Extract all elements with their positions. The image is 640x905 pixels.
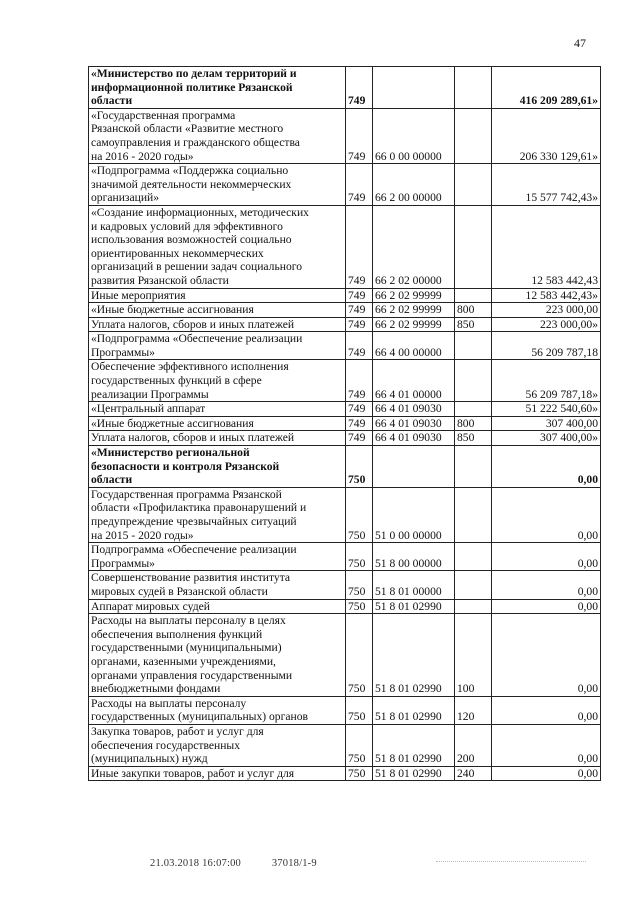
document-footer [150, 858, 317, 869]
row-vr-cell [455, 67, 492, 109]
row-sum-cell: 0,00 [492, 543, 601, 571]
table-row [89, 614, 601, 697]
row-name-cell: «Министерство региональной безопасности и контроля Рязанской области [89, 446, 346, 488]
row-ved-cell: 749 [346, 303, 373, 318]
row-name-cell: Уплата налогов, сборов и иных платежей [89, 431, 346, 446]
row-ved-cell: 749 [346, 416, 373, 431]
row-sum-cell: 0,00 [492, 724, 601, 766]
row-ved-cell: 750 [346, 543, 373, 571]
row-name-cell: Государственная программа Рязанской области «Профилактика правонарушений и предупреждение чрезвычайных ситуаций на 2015 - 2020 годы» [89, 487, 346, 542]
table-row [89, 360, 601, 402]
row-csr-cell: 66 2 02 99999 [373, 288, 455, 303]
row-vr-cell [455, 164, 492, 206]
row-name-cell: «Министерство по делам территорий и информационной политике Рязанской области [89, 67, 346, 109]
row-name-cell: Обеспечение эффективного исполнения государственных функций в сфере реализации Программы [89, 360, 346, 402]
row-csr-cell: 66 2 00 00000 [373, 164, 455, 206]
row-ved-cell: 749 [346, 431, 373, 446]
row-csr-cell: 51 8 00 00000 [373, 543, 455, 571]
row-sum-cell: 56 209 787,18 [492, 332, 601, 360]
row-sum-cell: 0,00 [492, 614, 601, 697]
row-csr-cell: 66 4 01 00000 [373, 360, 455, 402]
row-vr-cell [455, 108, 492, 163]
scan-artifact [436, 861, 586, 864]
row-name-cell: Иные мероприятия [89, 288, 346, 303]
row-sum-cell: 223 000,00» [492, 317, 601, 332]
row-name-cell: «Центральный аппарат [89, 402, 346, 417]
row-ved-cell: 750 [346, 724, 373, 766]
table-row [89, 332, 601, 360]
row-sum-cell: 223 000,00 [492, 303, 601, 318]
row-sum-cell: 0,00 [492, 487, 601, 542]
table-row [89, 164, 601, 206]
table-row [89, 696, 601, 724]
row-ved-cell: 750 [346, 614, 373, 697]
row-vr-cell: 850 [455, 317, 492, 332]
row-csr-cell: 51 8 01 02990 [373, 724, 455, 766]
row-ved-cell: 749 [346, 402, 373, 417]
row-ved-cell: 749 [346, 164, 373, 206]
table-row [89, 205, 601, 288]
row-name-cell: «Иные бюджетные ассигнования [89, 303, 346, 318]
row-ved-cell: 750 [346, 696, 373, 724]
row-sum-cell: 56 209 787,18» [492, 360, 601, 402]
row-csr-cell: 66 2 02 99999 [373, 317, 455, 332]
row-sum-cell: 0,00 [492, 599, 601, 614]
row-csr-cell: 66 2 02 00000 [373, 205, 455, 288]
row-vr-cell: 200 [455, 724, 492, 766]
row-csr-cell: 66 4 01 09030 [373, 402, 455, 417]
row-vr-cell [455, 599, 492, 614]
row-csr-cell: 51 0 00 00000 [373, 487, 455, 542]
row-csr-cell: 66 4 01 09030 [373, 431, 455, 446]
row-name-cell: «Подпрограмма «Обеспечение реализации Программы» [89, 332, 346, 360]
row-vr-cell: 120 [455, 696, 492, 724]
row-name-cell: «Подпрограмма «Поддержка социально значимой деятельности некоммерческих организаций» [89, 164, 346, 206]
row-name-cell: Иные закупки товаров, работ и услуг для [89, 766, 346, 781]
row-name-cell: «Создание информационных, методических и кадровых условий для эффективного использования возможностей социально ориентированных некоммерческих организаций в решении задач социального развития Рязанской области [89, 205, 346, 288]
row-vr-cell [455, 332, 492, 360]
row-vr-cell [455, 571, 492, 599]
row-sum-cell: 307 400,00 [492, 416, 601, 431]
row-vr-cell [455, 360, 492, 402]
row-csr-cell: 66 4 01 09030 [373, 416, 455, 431]
row-name-cell: Расходы на выплаты персоналу государственных (муниципальных) органов [89, 696, 346, 724]
row-csr-cell [373, 67, 455, 109]
row-vr-cell [455, 543, 492, 571]
table-row [89, 766, 601, 781]
row-sum-cell: 0,00 [492, 446, 601, 488]
table-row [89, 543, 601, 571]
row-vr-cell: 240 [455, 766, 492, 781]
row-csr-cell: 66 4 00 00000 [373, 332, 455, 360]
row-csr-cell [373, 446, 455, 488]
row-sum-cell: 0,00 [492, 766, 601, 781]
row-csr-cell: 51 8 01 02990 [373, 614, 455, 697]
row-vr-cell [455, 487, 492, 542]
row-ved-cell: 750 [346, 487, 373, 542]
row-vr-cell: 800 [455, 303, 492, 318]
table-row [89, 303, 601, 318]
table-row [89, 724, 601, 766]
row-ved-cell: 750 [346, 599, 373, 614]
row-csr-cell: 51 8 01 02990 [373, 696, 455, 724]
row-ved-cell: 749 [346, 332, 373, 360]
row-csr-cell: 51 8 01 00000 [373, 571, 455, 599]
table-row [89, 599, 601, 614]
row-name-cell: Расходы на выплаты персоналу в целях обеспечения выполнения функций государственными (муниципальными) органами, казенными учреждениями, органами управления государственными внебюджетными фондами [89, 614, 346, 697]
row-sum-cell: 416 209 289,61» [492, 67, 601, 109]
row-csr-cell: 66 2 02 99999 [373, 303, 455, 318]
row-vr-cell [455, 205, 492, 288]
row-name-cell: Закупка товаров, работ и услуг для обеспечения государственных (муниципальных) нужд [89, 724, 346, 766]
row-sum-cell: 0,00 [492, 696, 601, 724]
row-sum-cell: 206 330 129,61» [492, 108, 601, 163]
row-sum-cell: 12 583 442,43 [492, 205, 601, 288]
row-ved-cell: 750 [346, 571, 373, 599]
row-ved-cell: 749 [346, 108, 373, 163]
table-row [89, 571, 601, 599]
table-row [89, 416, 601, 431]
row-ved-cell: 749 [346, 67, 373, 109]
table-row [89, 67, 601, 109]
table-row [89, 487, 601, 542]
row-vr-cell: 100 [455, 614, 492, 697]
row-name-cell: Уплата налогов, сборов и иных платежей [89, 317, 346, 332]
row-name-cell: Аппарат мировых судей [89, 599, 346, 614]
page-number: 47 [574, 36, 586, 50]
row-ved-cell: 749 [346, 317, 373, 332]
row-csr-cell: 51 8 01 02990 [373, 766, 455, 781]
row-ved-cell: 749 [346, 205, 373, 288]
row-csr-cell: 66 0 00 00000 [373, 108, 455, 163]
table-row [89, 402, 601, 417]
budget-table [88, 66, 600, 781]
row-vr-cell: 850 [455, 431, 492, 446]
row-sum-cell: 12 583 442,43» [492, 288, 601, 303]
row-sum-cell: 51 222 540,60» [492, 402, 601, 417]
table-row [89, 288, 601, 303]
table-row [89, 108, 601, 163]
row-ved-cell: 749 [346, 288, 373, 303]
row-sum-cell: 307 400,00» [492, 431, 601, 446]
row-name-cell: Подпрограмма «Обеспечение реализации Программы» [89, 543, 346, 571]
row-name-cell: «Иные бюджетные ассигнования [89, 416, 346, 431]
table-row [89, 431, 601, 446]
row-sum-cell: 0,00 [492, 571, 601, 599]
row-vr-cell [455, 288, 492, 303]
row-name-cell: «Государственная программа Рязанской области «Развитие местного самоуправления и гражданского общества на 2016 - 2020 годы» [89, 108, 346, 163]
row-name-cell: Совершенствование развития института мировых судей в Рязанской области [89, 571, 346, 599]
row-ved-cell: 749 [346, 360, 373, 402]
row-sum-cell: 15 577 742,43» [492, 164, 601, 206]
table-row [89, 317, 601, 332]
row-ved-cell: 750 [346, 766, 373, 781]
row-csr-cell: 51 8 01 02990 [373, 599, 455, 614]
row-vr-cell [455, 446, 492, 488]
footer-timestamp: 21.03.2018 16:07:00 [150, 858, 242, 869]
footer-registration-number: 37018/1-9 [271, 858, 317, 869]
row-vr-cell: 800 [455, 416, 492, 431]
table-row [89, 446, 601, 488]
row-ved-cell: 750 [346, 446, 373, 488]
row-vr-cell [455, 402, 492, 417]
